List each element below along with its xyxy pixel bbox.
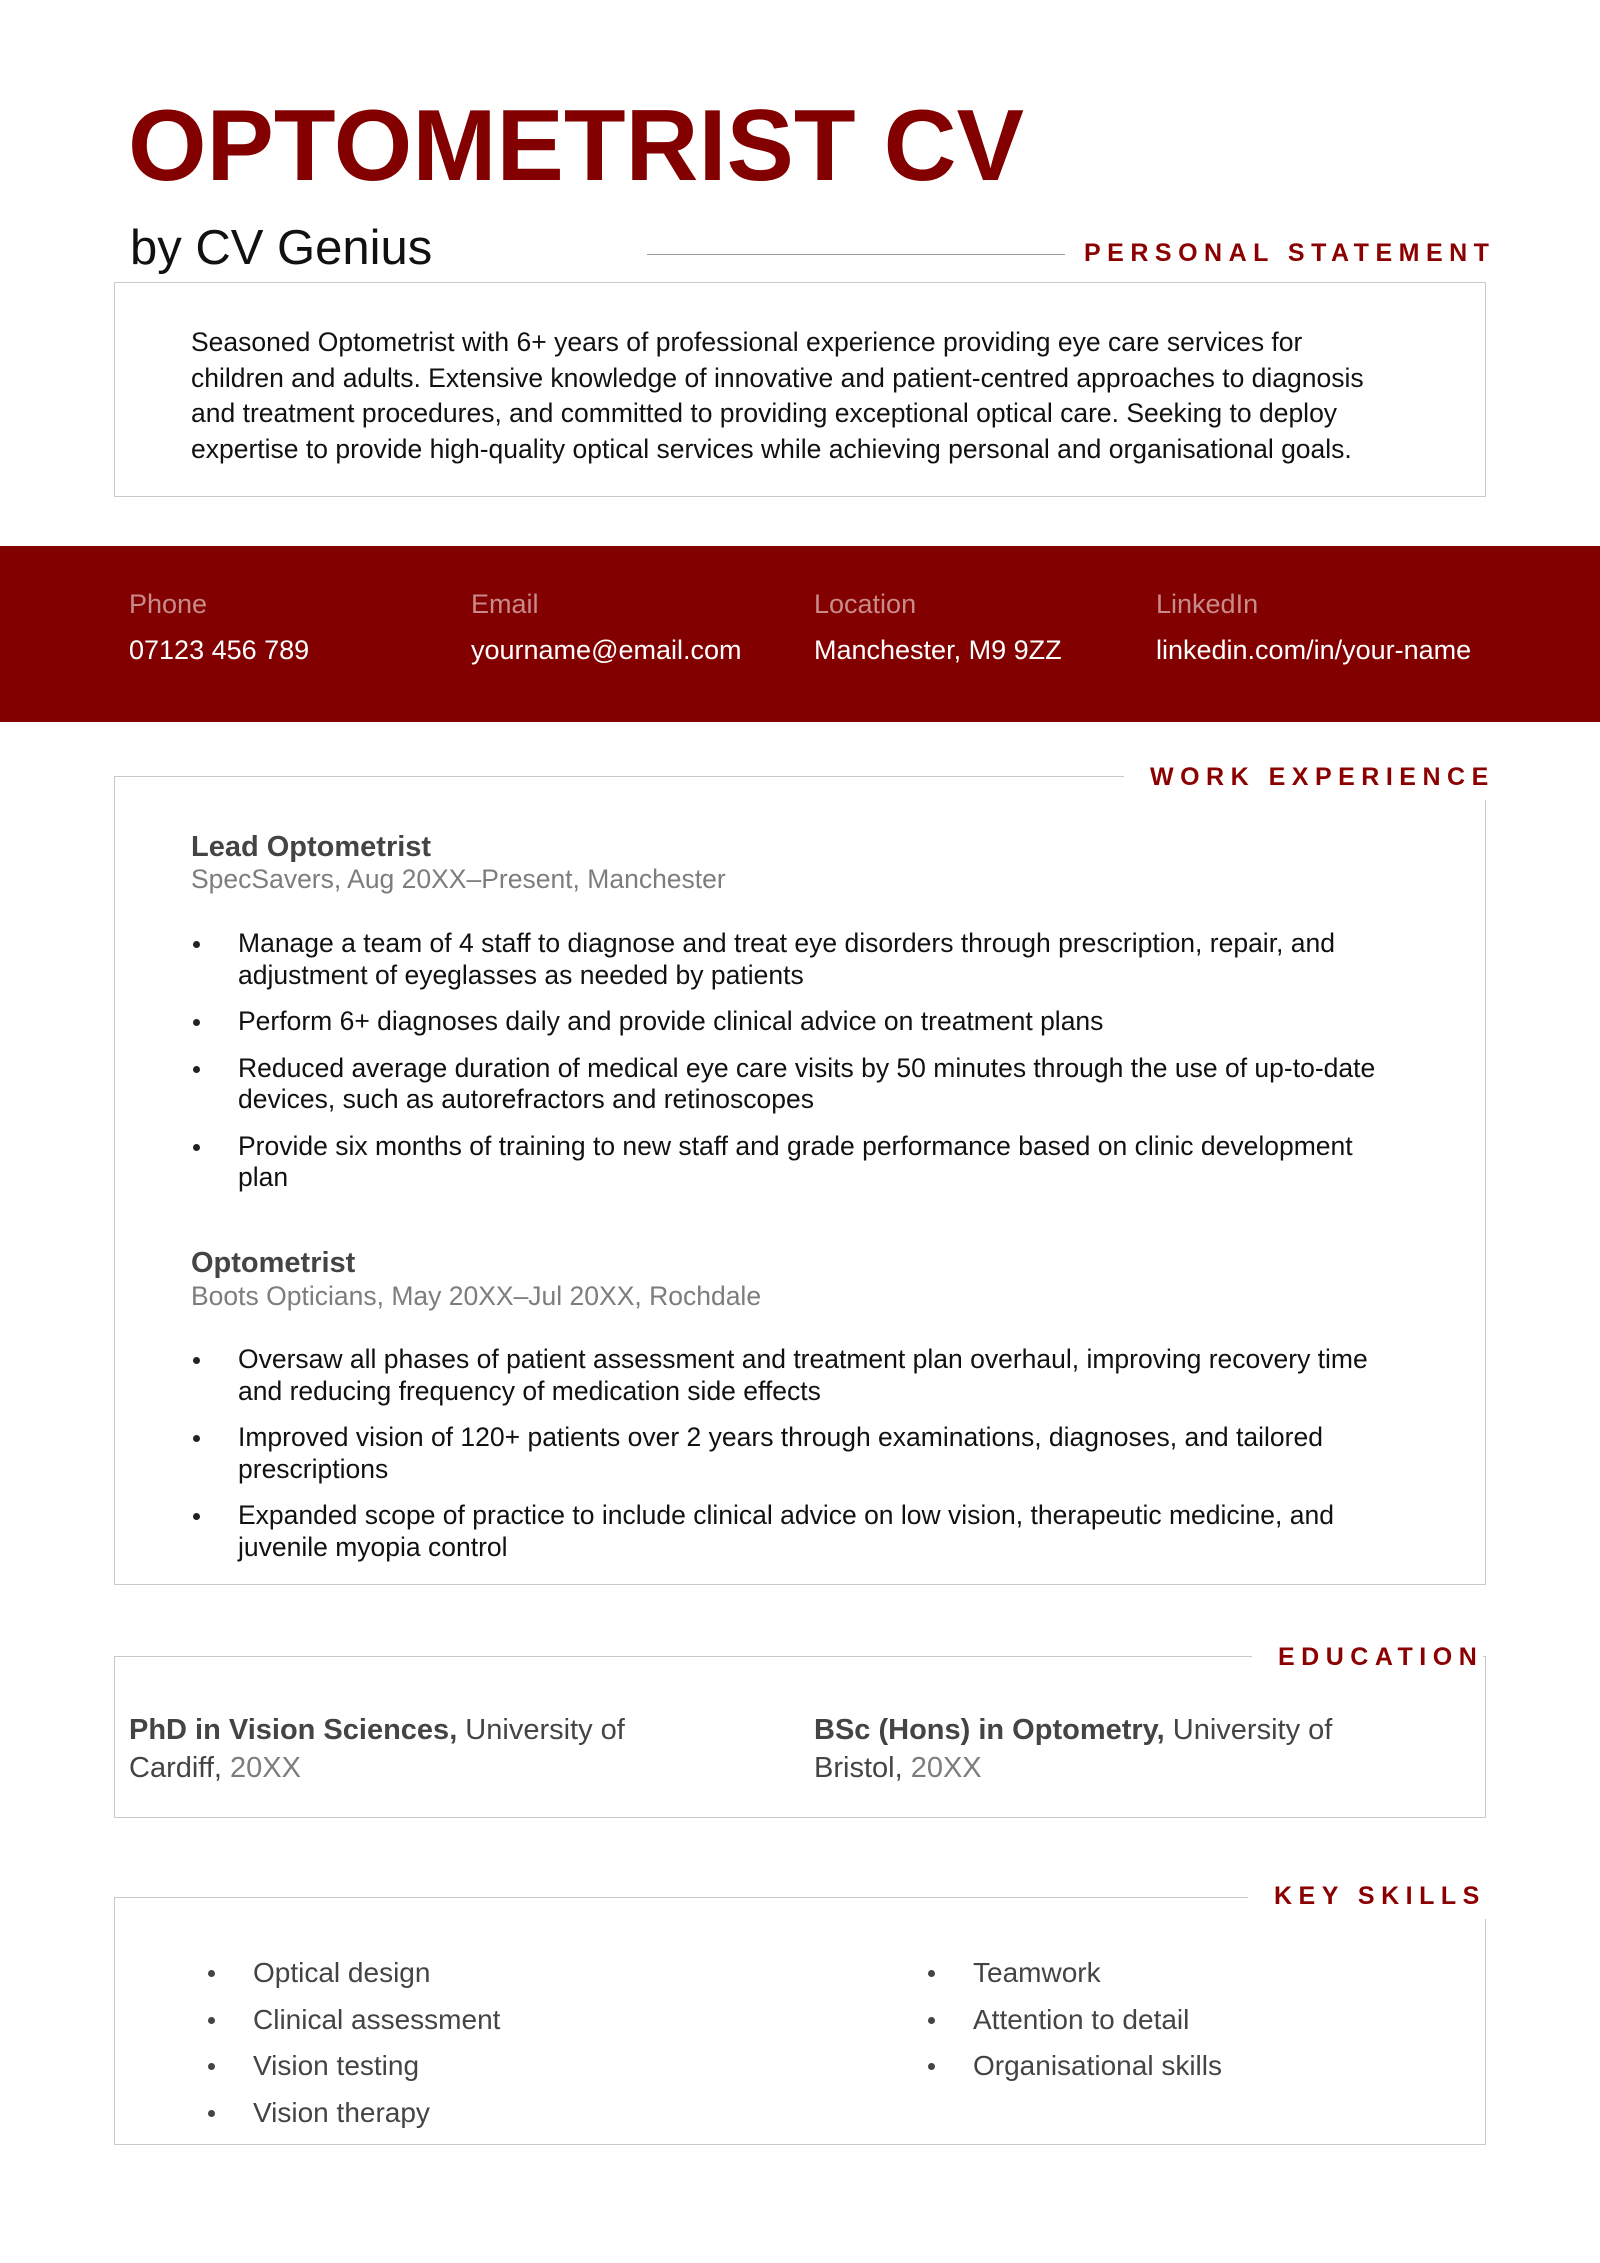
list-item: Improved vision of 120+ patients over 2 years through examinations, diagnoses, and tailored prescriptions (191, 1422, 1441, 1485)
list-item: Manage a team of 4 staff to diagnose and treat eye disorders through prescription, repair, and adjustment of eyeglasses as needed by patients (191, 928, 1441, 991)
statement-line: children and adults. Extensive knowledge of innovative and patient-centred approaches to diagnosis (191, 362, 1364, 393)
linkedin-label: LinkedIn (1156, 589, 1259, 619)
statement-line: Seasoned Optometrist with 6+ years of professional experience providing eye care services for (191, 327, 1303, 357)
work-experience-heading: WORK EXPERIENCE (1124, 765, 1495, 800)
list-item: Perform 6+ diagnoses daily and provide clinical advice on treatment plans (191, 1006, 1441, 1038)
statement-line: expertise to provide high-quality optical services while achieving personal and organisational goals. (191, 433, 1352, 464)
location-value: Manchester, M9 9ZZ (814, 635, 1062, 665)
list-item: Provide six months of training to new staff and grade performance based on clinic development plan (191, 1131, 1441, 1194)
skills-list-right (926, 1958, 1426, 2098)
education-entry: PhD in Vision Sciences, University of Cardiff, 20XX (129, 1714, 625, 1784)
skill-item: Attention to detail (926, 2005, 1426, 2035)
education-heading: EDUCATION (1252, 1645, 1483, 1680)
job-bullets (191, 928, 1441, 1209)
linkedin-value[interactable]: linkedin.com/in/your-name (1156, 635, 1472, 665)
skill-item: Vision testing (206, 2051, 706, 2081)
list-item: Expanded scope of practice to include clinical advice on low vision, therapeutic medicine, and juvenile myopia control (191, 1500, 1441, 1563)
job-title: Lead Optometrist (191, 831, 432, 863)
skill-item: Clinical assessment (206, 2005, 706, 2035)
location-label: Location (814, 589, 917, 619)
education-entry: BSc (Hons) in Optometry, University of Bristol, 20XX (814, 1714, 1333, 1784)
list-item: Oversaw all phases of patient assessment and treatment plan overhaul, improving recovery time and reducing frequency of medication side effects (191, 1344, 1441, 1407)
job-bullets (191, 1344, 1441, 1578)
contact-bar (0, 546, 1600, 722)
skill-item: Teamwork (926, 1958, 1426, 1988)
cv-title: OPTOMETRIST CV (128, 90, 1024, 202)
personal-statement-rule (647, 254, 1065, 255)
job-details: Boots Opticians, May 20XX–Jul 20XX, Rochdale (191, 1281, 762, 1311)
skill-item: Optical design (206, 1958, 706, 1988)
phone-value: 07123 456 789 (129, 635, 310, 665)
personal-statement-text (191, 325, 1401, 467)
list-item: Reduced average duration of medical eye care visits by 50 minutes through the use of up-to-date devices, such as autorefractors and retinoscopes (191, 1053, 1441, 1116)
skills-heading: KEY SKILLS (1248, 1884, 1486, 1919)
personal-statement-heading: PERSONAL STATEMENT (1084, 239, 1496, 267)
email-label: Email (471, 589, 539, 619)
job-title: Optometrist (191, 1247, 356, 1279)
cv-subtitle: by CV Genius (130, 221, 433, 275)
skill-item: Vision therapy (206, 2098, 706, 2128)
email-value[interactable]: yourname@email.com (471, 635, 742, 665)
statement-line: and treatment procedures, and committed to providing exceptional optical care. Seeking to deploy (191, 398, 1338, 428)
phone-label: Phone (129, 589, 208, 619)
job-details: SpecSavers, Aug 20XX–Present, Manchester (191, 864, 726, 894)
skill-item: Organisational skills (926, 2051, 1426, 2081)
skills-list-left (206, 1958, 706, 2144)
